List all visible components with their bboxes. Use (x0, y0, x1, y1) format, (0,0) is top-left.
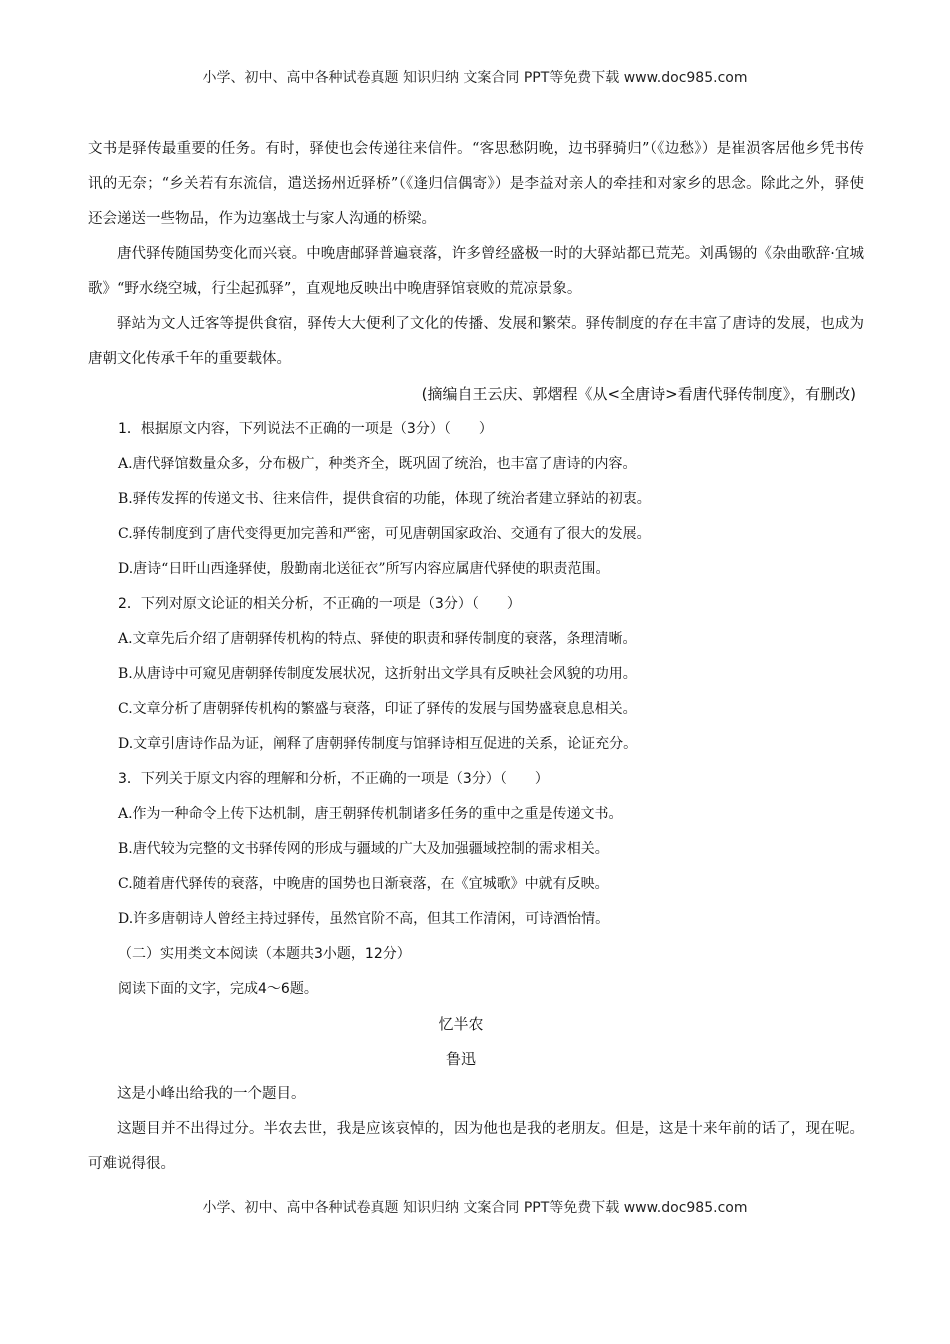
option-c: C.随着唐代驿传的衰落，中晚唐的国势也日渐衰落，在《宜城歌》中就有反映。 (118, 876, 609, 892)
option-d: D.文章引唐诗作品为证，阐释了唐朝驿传制度与馆驿诗相互促进的关系，论证充分。 (118, 736, 638, 752)
footer-banner: 小学、初中、高中各种试卷真题 知识归纳 文案合同 PPT等免费下载 www.doc985.com (202, 1200, 748, 1216)
option-d: D.许多唐朝诗人曾经主持过驿传，虽然官阶不高，但其工作清闲，可诗酒怡情。 (118, 911, 610, 927)
article-author: 鲁迅 (445, 1050, 476, 1068)
question-stem: 2．下列对原文论证的相关分析，不正确的一项是（3分）（ ） (118, 596, 521, 612)
document-body (88, 132, 864, 1182)
question-stem: 3．下列关于原文内容的理解和分析，不正确的一项是（3分）（ ） (118, 771, 549, 787)
option-b: B.从唐诗中可窥见唐朝驿传制度发展状况，这折射出文学具有反映社会风貌的功用。 (118, 666, 637, 682)
option-b: B.驿传发挥的传递文书、往来信件，提供食宿的功能，体现了统治者建立驿站的初衷。 (118, 491, 651, 507)
passage-paragraph-3: 驿站为文人迁客等提供食宿，驿传大大便利了文化的传播、发展和繁荣。驿传制度的存在丰富了唐诗的发展，也成为唐朝文化传承千年的重要载体。 (88, 316, 864, 367)
article-paragraph-1: 这是小峰出给我的一个题目。 (117, 1086, 306, 1102)
option-a: A.文章先后介绍了唐朝驿传机构的特点、驿使的职责和驿传制度的衰落，条理清晰。 (118, 631, 637, 647)
passage-paragraph-1: 文书是驿传最重要的任务。有时，驿使也会传递往来信件。“客思愁阴晚，边书驿骑归”（《边愁》）是崔涢客居他乡凭书传讯的无奈；“乡关若有东流信，遣送扬州近驿桥”（《逢归信偶寄》）是李益对亲人的牵挂和对家乡的思念。除此之外，驿使还会递送一些物品，作为边塞战士与家人沟通的桥梁。 (88, 141, 864, 227)
option-c: C.文章分析了唐朝驿传机构的繁盛与衰落，印证了驿传的发展与国势盛衰息息相关。 (118, 701, 637, 717)
option-c: C.驿传制度到了唐代变得更加完善和严密，可见唐朝国家政治、交通有了很大的发展。 (118, 526, 651, 542)
section-heading: （二）实用类文本阅读（本题共3小题，12分） (118, 946, 411, 962)
header-banner: 小学、初中、高中各种试卷真题 知识归纳 文案合同 PPT等免费下载 www.doc985.com (202, 70, 748, 86)
section-instruction: 阅读下面的文字，完成4～6题。 (118, 981, 318, 997)
source-citation: (摘编自王云庆、郭熠程《从<全唐诗>看唐代驿传制度》，有删改) (421, 385, 856, 403)
option-a: A.作为一种命令上传下达机制，唐王朝驿传机制诸多任务的重中之重是传递文书。 (118, 806, 623, 822)
article-title: 忆半农 (438, 1015, 484, 1033)
passage-paragraph-2: 唐代驿传随国势变化而兴衰。中晚唐邮驿普遍衰落，许多曾经盛极一时的大驿站都已荒芜。刘禹锡的《杂曲歌辞·宜城歌》“野水绕空城，行尘起孤驿”，直观地反映出中晚唐驿馆衰败的荒凉景象。 (88, 246, 864, 297)
option-d: D.唐诗“日旰山西逢驿使，殷勤南北送征衣”所写内容应属唐代驿使的职责范围。 (118, 561, 610, 577)
option-b: B.唐代较为完整的文书驿传网的形成与疆域的广大及加强疆域控制的需求相关。 (118, 841, 609, 857)
option-a: A.唐代驿馆数量众多，分布极广，种类齐全，既巩固了统治，也丰富了唐诗的内容。 (118, 456, 637, 472)
article-paragraph-2: 这题目并不出得过分。半农去世，我是应该哀悼的，因为他也是我的老朋友。但是，这是十来年前的话了，现在呢。可难说得很。 (88, 1121, 864, 1172)
question-1 (88, 412, 864, 587)
question-2 (88, 587, 864, 762)
question-3 (88, 762, 864, 937)
question-stem: 1．根据原文内容，下列说法不正确的一项是（3分）（ ） (118, 421, 493, 437)
